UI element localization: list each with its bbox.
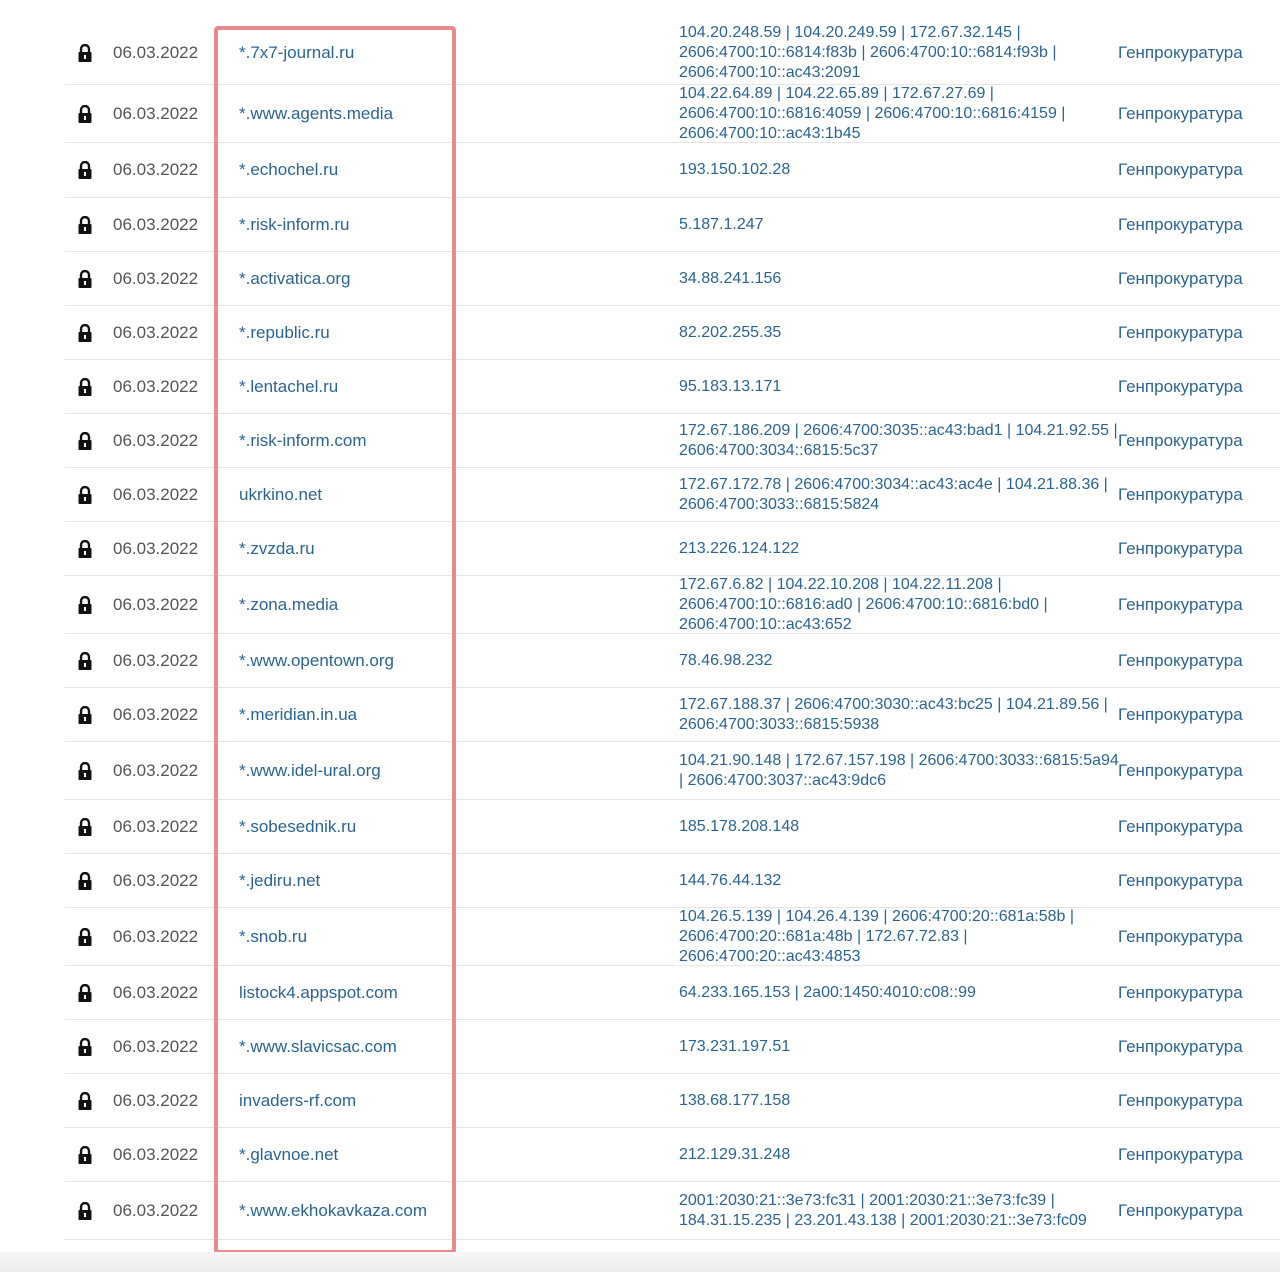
row-date: 06.03.2022	[113, 1090, 199, 1110]
row-ip-list[interactable]: 5.187.1.247	[679, 215, 764, 233]
row-authority-link[interactable]: Генпрокуратура	[1118, 430, 1243, 450]
row-ip-list[interactable]: 104.21.90.148 | 172.67.157.198 | 2606:4700:3033::6815:5a94 | 2606:4700:3037::ac43:9dc6	[679, 751, 1119, 789]
row-authority-link[interactable]: Генпрокуратура	[1118, 322, 1243, 342]
row-ip-list[interactable]: 144.76.44.132	[679, 871, 782, 889]
row-domain-link[interactable]: *.snob.ru	[239, 926, 308, 946]
row-authority-link[interactable]: Генпрокуратура	[1118, 160, 1243, 179]
row-date: 06.03.2022	[113, 1144, 199, 1164]
row-ip-list[interactable]: 64.233.165.153 | 2a00:1450:4010:c08::99	[679, 983, 976, 1001]
lock-icon	[65, 22, 105, 84]
row-domain-link[interactable]: *.zvzda.ru	[239, 538, 315, 558]
row-domain-link[interactable]: invaders-rf.com	[239, 1090, 357, 1110]
row-domain-link[interactable]: ukrkino.net	[239, 484, 323, 504]
row-ip-list[interactable]: 82.202.255.35	[679, 323, 782, 341]
table-row	[65, 576, 1280, 634]
lock-icon	[65, 634, 105, 687]
lock-icon	[65, 522, 105, 575]
row-ip-list[interactable]: 104.20.248.59 | 104.20.249.59 | 172.67.32.145 | 2606:4700:10::6814:f83b | 2606:4700:10::6814:f93b | 2606:4700:10::ac43:2091	[679, 24, 1057, 81]
row-domain-link[interactable]: *.zona.media	[239, 594, 339, 614]
row-ip-list[interactable]: 172.67.172.78 | 2606:4700:3034::ac43:ac4e | 104.21.88.36 | 2606:4700:3033::6815:5824	[679, 475, 1108, 513]
lock-icon	[65, 1128, 105, 1181]
row-ip-list[interactable]: 2001:2030:21::3e73:fc31 | 2001:2030:21::3e73:fc39 | 184.31.15.235 | 23.201.43.138 | 2001:2030:21::3e73:fc09	[679, 1191, 1087, 1229]
lock-icon	[65, 198, 105, 251]
row-date: 06.03.2022	[113, 650, 199, 670]
row-date: 06.03.2022	[113, 538, 199, 558]
row-domain-link[interactable]: *.echochel.ru	[239, 160, 339, 179]
lock-icon	[65, 800, 105, 853]
row-ip-list[interactable]: 34.88.241.156	[679, 269, 782, 287]
row-ip-list[interactable]: 138.68.177.158	[679, 1091, 791, 1109]
row-ip-list[interactable]: 172.67.6.82 | 104.22.10.208 | 104.22.11.208 | 2606:4700:10::6816:ad0 | 2606:4700:10::6816:bd0 | 2606:4700:10::ac43:652	[679, 575, 1048, 633]
row-authority-link[interactable]: Генпрокуратура	[1118, 704, 1243, 724]
row-ip-list[interactable]: 185.178.208.148	[679, 817, 800, 835]
blocked-sites-table	[65, 22, 1280, 1240]
row-authority-link[interactable]: Генпрокуратура	[1118, 538, 1243, 558]
table-row	[65, 360, 1280, 414]
row-domain-link[interactable]: *.risk-inform.ru	[239, 214, 350, 234]
table-row	[65, 688, 1280, 742]
row-authority-link[interactable]: Генпрокуратура	[1118, 214, 1243, 234]
row-authority-link[interactable]: Генпрокуратура	[1118, 870, 1243, 890]
lock-icon	[65, 252, 105, 305]
row-domain-link[interactable]: *.jediru.net	[239, 870, 321, 890]
row-date: 06.03.2022	[113, 268, 199, 288]
lock-icon	[65, 576, 105, 633]
row-domain-link[interactable]: *.www.idel-ural.org	[239, 760, 381, 780]
row-date: 06.03.2022	[113, 430, 199, 450]
bottom-edge	[0, 1252, 1280, 1272]
row-date: 06.03.2022	[113, 982, 199, 1002]
table-row	[65, 143, 1280, 198]
row-domain-link[interactable]: *.7x7-journal.ru	[239, 43, 355, 62]
row-domain-link[interactable]: *.glavnoe.net	[239, 1144, 339, 1164]
row-domain-link[interactable]: *.risk-inform.com	[239, 430, 367, 450]
table-row	[65, 854, 1280, 908]
row-domain-link[interactable]: *.republic.ru	[239, 322, 330, 342]
table-row	[65, 966, 1280, 1020]
row-authority-link[interactable]: Генпрокуратура	[1118, 43, 1243, 62]
row-date: 06.03.2022	[113, 926, 199, 946]
row-authority-link[interactable]: Генпрокуратура	[1118, 926, 1243, 946]
row-authority-link[interactable]: Генпрокуратура	[1118, 1200, 1243, 1220]
table-row	[65, 800, 1280, 854]
row-domain-link[interactable]: *.lentachel.ru	[239, 376, 339, 396]
row-date: 06.03.2022	[113, 214, 199, 234]
row-ip-list[interactable]: 104.22.64.89 | 104.22.65.89 | 172.67.27.69 | 2606:4700:10::6816:4059 | 2606:4700:10::6816:4159 | 2606:4700:10::ac43:1b45	[679, 84, 1066, 142]
row-authority-link[interactable]: Генпрокуратура	[1118, 376, 1243, 396]
row-date: 06.03.2022	[113, 484, 199, 504]
lock-icon	[65, 1182, 105, 1239]
row-authority-link[interactable]: Генпрокуратура	[1118, 268, 1243, 288]
row-ip-list[interactable]: 172.67.188.37 | 2606:4700:3030::ac43:bc25 | 104.21.89.56 | 2606:4700:3033::6815:5938	[679, 695, 1108, 733]
row-date: 06.03.2022	[113, 322, 199, 342]
row-date: 06.03.2022	[113, 1036, 199, 1056]
row-authority-link[interactable]: Генпрокуратура	[1118, 650, 1243, 670]
row-date: 06.03.2022	[113, 1200, 199, 1220]
row-authority-link[interactable]: Генпрокуратура	[1118, 1144, 1243, 1164]
row-ip-list[interactable]: 78.46.98.232	[679, 651, 773, 669]
row-domain-link[interactable]: *.meridian.in.ua	[239, 704, 358, 724]
row-ip-list[interactable]: 172.67.186.209 | 2606:4700:3035::ac43:bad1 | 104.21.92.55 | 2606:4700:3034::6815:5c37	[679, 421, 1118, 459]
table-row	[65, 252, 1280, 306]
table-row	[65, 198, 1280, 252]
lock-icon	[65, 1020, 105, 1073]
row-ip-list[interactable]: 173.231.197.51	[679, 1037, 791, 1055]
table-row	[65, 1128, 1280, 1182]
row-domain-link[interactable]: *.www.slavicsac.com	[239, 1036, 397, 1056]
row-ip-list[interactable]: 104.26.5.139 | 104.26.4.139 | 2606:4700:20::681a:58b | 2606:4700:20::681a:48b | 172.67.72.83 | 2606:4700:20::ac43:4853	[679, 907, 1075, 965]
table-row	[65, 468, 1280, 522]
table-row	[65, 414, 1280, 468]
row-ip-list[interactable]: 213.226.124.122	[679, 539, 800, 557]
row-domain-link[interactable]: *.www.ekhokavkaza.com	[239, 1200, 428, 1220]
row-domain-link[interactable]: *.sobesednik.ru	[239, 816, 357, 836]
table-row	[65, 634, 1280, 688]
row-date: 06.03.2022	[113, 704, 199, 724]
row-date: 06.03.2022	[113, 594, 199, 614]
lock-icon	[65, 85, 105, 142]
table-row	[65, 522, 1280, 576]
table-row	[65, 742, 1280, 800]
lock-icon	[65, 742, 105, 799]
row-domain-link[interactable]: listock4.appspot.com	[239, 982, 398, 1002]
table-row	[65, 1020, 1280, 1074]
row-date: 06.03.2022	[113, 870, 199, 890]
lock-icon	[65, 414, 105, 467]
lock-icon	[65, 966, 105, 1019]
row-authority-link[interactable]: Генпрокуратура	[1118, 103, 1243, 123]
lock-icon	[65, 854, 105, 907]
lock-icon	[65, 360, 105, 413]
row-date: 06.03.2022	[113, 43, 199, 62]
row-date: 06.03.2022	[113, 816, 199, 836]
row-date: 06.03.2022	[113, 760, 199, 780]
table-row	[65, 1074, 1280, 1128]
row-date: 06.03.2022	[113, 376, 199, 396]
row-authority-link[interactable]: Генпрокуратура	[1118, 1090, 1243, 1110]
row-authority-link[interactable]: Генпрокуратура	[1118, 816, 1243, 836]
row-authority-link[interactable]: Генпрокуратура	[1118, 594, 1243, 614]
lock-icon	[65, 688, 105, 741]
row-ip-list[interactable]: 193.150.102.28	[679, 161, 791, 178]
row-authority-link[interactable]: Генпрокуратура	[1118, 760, 1243, 780]
row-date: 06.03.2022	[113, 160, 199, 179]
table-row	[65, 22, 1280, 85]
row-authority-link[interactable]: Генпрокуратура	[1118, 484, 1243, 504]
row-ip-list[interactable]: 95.183.13.171	[679, 377, 782, 395]
table-row	[65, 306, 1280, 360]
row-domain-link[interactable]: *.activatica.org	[239, 268, 351, 288]
row-domain-link[interactable]: *.www.agents.media	[239, 103, 394, 123]
table-row	[65, 1182, 1280, 1240]
lock-icon	[65, 306, 105, 359]
row-domain-link[interactable]: *.www.opentown.org	[239, 650, 394, 670]
row-authority-link[interactable]: Генпрокуратура	[1118, 1036, 1243, 1056]
row-authority-link[interactable]: Генпрокуратура	[1118, 982, 1243, 1002]
row-ip-list[interactable]: 212.129.31.248	[679, 1145, 791, 1163]
lock-icon	[65, 143, 105, 197]
lock-icon	[65, 1074, 105, 1127]
table-row	[65, 85, 1280, 143]
lock-icon	[65, 908, 105, 965]
table-row	[65, 908, 1280, 966]
lock-icon	[65, 468, 105, 521]
row-date: 06.03.2022	[113, 103, 199, 123]
